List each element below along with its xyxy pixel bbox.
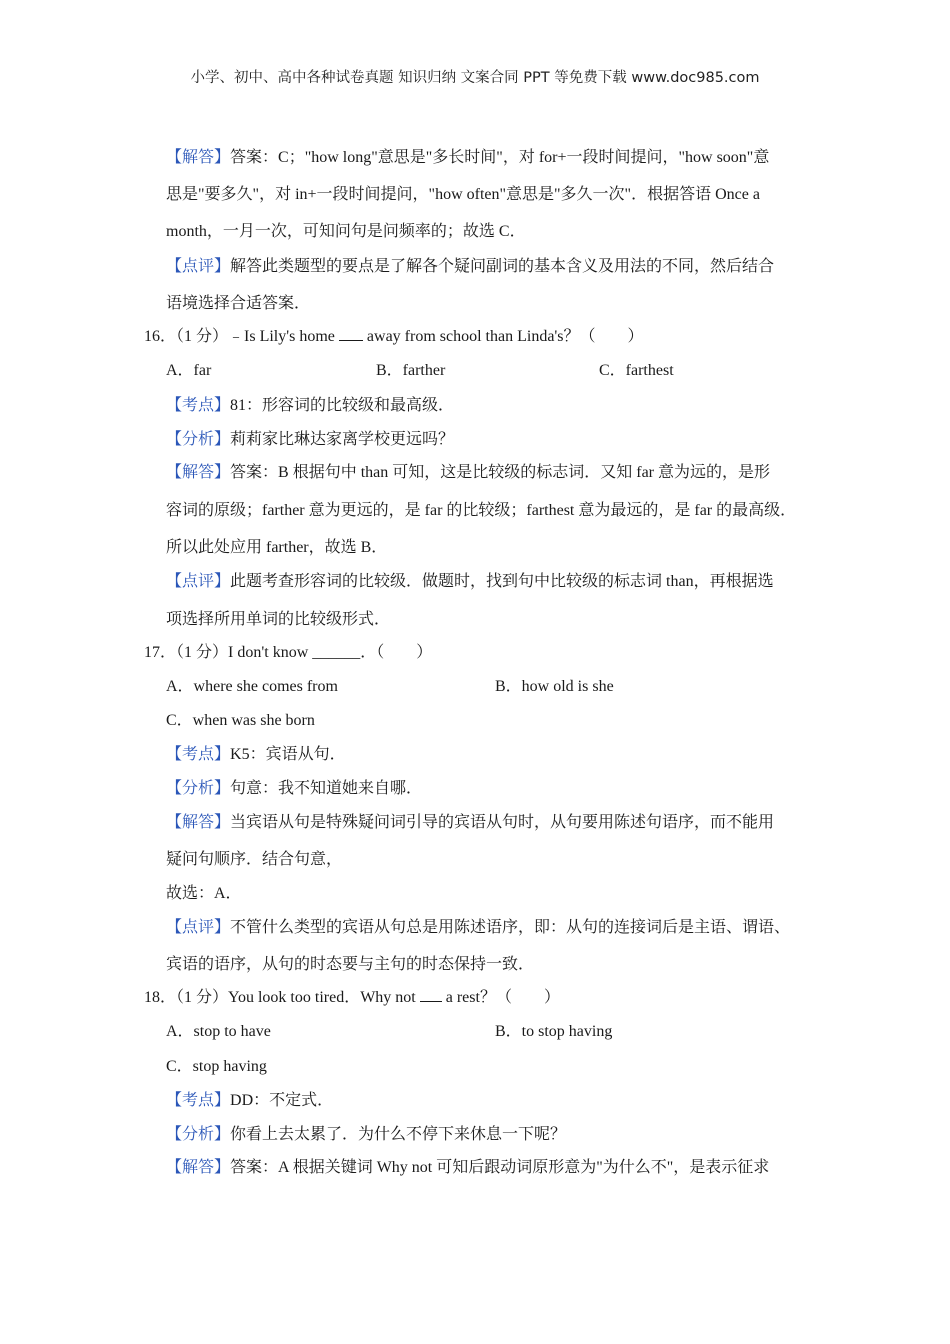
answer-blank [339,340,363,341]
question-number: 18． [144,989,177,1006]
question-score: （1 分） [176,328,229,345]
q16-answer-line-3: 所以此处应用 farther，故选 B． [166,539,388,556]
point-tag: 【考点】 [166,397,231,414]
q17-stem: 17．（1 分）I don't know ______．（ ） [144,644,433,661]
analysis-tag: 【分析】 [166,780,231,797]
q16-comment-line-2: 项选择所用单词的比较级形式． [166,611,391,628]
question-score: （1 分） [176,644,229,661]
q15-answer-line-3: month，一月一次，可知问句是问频率的；故选 C． [166,223,526,240]
q18-option-c: C．stop having [166,1058,267,1075]
page-header: 小学、初中、高中各种试卷真题 知识归纳 文案合同 PPT 等免费下载 www.doc985.com [190,70,760,86]
q16-option-b: B．farther [376,362,446,379]
q17-analysis: 【分析】句意：我不知道她来自哪． [166,780,423,797]
q17-option-a: A．where she comes from [166,678,338,695]
q18-analysis: 【分析】你看上去太累了．为什么不停下来休息一下呢？ [166,1126,567,1143]
q17-answer-line-1: 【解答】当宾语从句是特殊疑问词引导的宾语从句时，从句要用陈述句语序，而不能用 [166,814,775,831]
answer-blank [420,1001,442,1002]
q17-comment-line-1: 【点评】不管什么类型的宾语从句总是用陈述语序，即：从句的连接词后是主语、谓语、 [166,919,791,936]
q16-stem: 16．（1 分）﹣Is Lily's home away from school than Linda's？（ ） [144,328,644,345]
analysis-tag: 【分析】 [166,431,231,448]
q18-option-b: B．to stop having [495,1023,613,1040]
q15-answer-line-1: 【解答】答案：C；"how long"意思是"多长时间"，对 for+一段时间提问，"how soon"意 [166,149,770,166]
point-tag: 【考点】 [166,746,231,763]
q16-option-a: A．far [166,362,212,379]
q15-answer-line-2: 思是"要多久"，对 in+一段时间提问，"how often"意思是"多久一次"．根据答语 Once a [166,186,760,203]
q15-comment-line-1: 【点评】解答此类题型的要点是了解各个疑问副词的基本含义及用法的不同，然后结合 [166,258,775,275]
q17-option-b: B．how old is she [495,678,614,695]
answer-tag: 【解答】 [166,464,231,481]
q15-comment-line-2: 语境选择合适答案． [166,295,311,312]
q17-answer-line-2: 疑问句顺序．结合句意， [166,851,343,868]
q17-option-c: C．when was she born [166,712,315,729]
comment-tag: 【点评】 [166,573,231,590]
answer-tag: 【解答】 [166,814,231,831]
q18-answer-line-1: 【解答】答案：A 根据关键词 Why not 可知后跟动词原形意为"为什么不"，是表示征求 [166,1159,770,1176]
comment-tag: 【点评】 [166,258,231,275]
q16-point: 【考点】81：形容词的比较级和最高级． [166,397,455,414]
q18-point: 【考点】DD：不定式． [166,1092,334,1109]
answer-tag: 【解答】 [166,1159,231,1176]
q16-answer-line-1: 【解答】答案：B 根据句中 than 可知，这是比较级的标志词．又知 far 意为远的，是形 [166,464,770,481]
q17-comment-line-2: 宾语的语序，从句的时态要与主句的时态保持一致． [166,956,535,973]
question-number: 17． [144,644,177,661]
q16-answer-line-2: 容词的原级；farther 意为更远的，是 far 的比较级；farthest 意为最远的，是 far 的最高级． [166,502,797,519]
question-score: （1 分） [176,989,229,1006]
q17-answer-line-3: 故选：A． [166,885,242,902]
q16-analysis: 【分析】莉莉家比琳达家离学校更远吗？ [166,431,455,448]
point-tag: 【考点】 [166,1092,231,1109]
question-number: 16． [144,328,177,345]
comment-tag: 【点评】 [166,919,231,936]
q17-point: 【考点】K5：宾语从句． [166,746,346,763]
q18-stem: 18．（1 分）You look too tired．Why not a rest？（ ） [144,989,560,1006]
q16-option-c: C．farthest [599,362,674,379]
analysis-tag: 【分析】 [166,1126,231,1143]
q18-option-a: A．stop to have [166,1023,271,1040]
q16-comment-line-1: 【点评】此题考查形容词的比较级．做题时，找到句中比较级的标志词 than，再根据选 [166,573,774,590]
answer-tag: 【解答】 [166,149,231,166]
